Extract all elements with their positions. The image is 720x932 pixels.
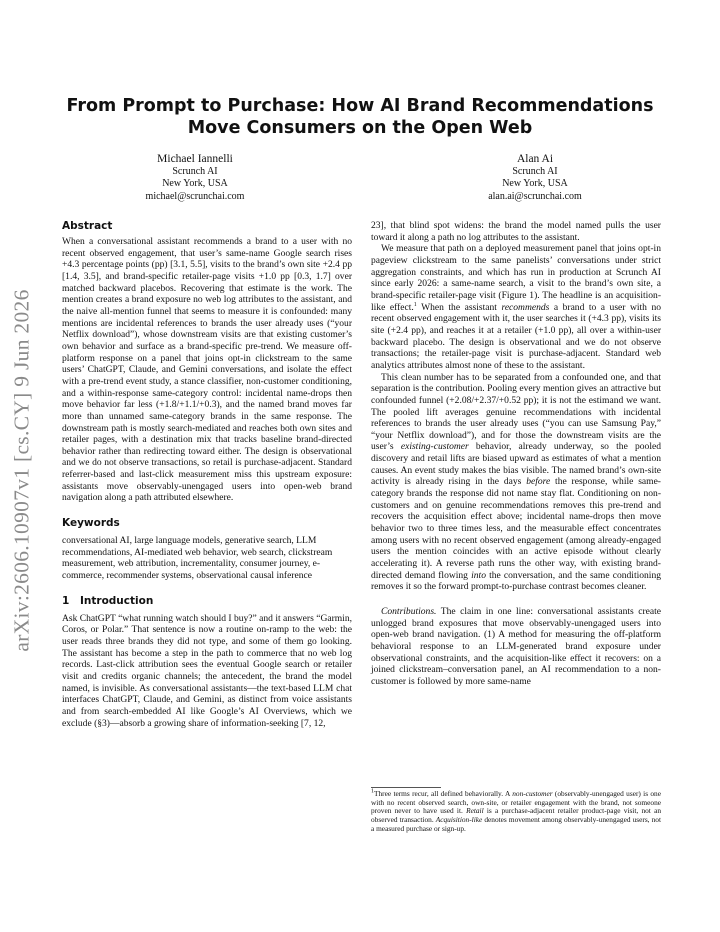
abstract-heading: Abstract: [62, 220, 113, 232]
title-line-1: From Prompt to Purchase: How AI Brand Recommendations: [66, 96, 654, 116]
text-run: is a purchase-adjacent retailer product-page visit, not an observed transaction.: [371, 806, 662, 825]
intro-paragraph: Ask ChatGPT “what running watch should I buy?” and it answers “Garmin, Coros, or Polar.” That sentence is now a routine on-ramp to the web: the user reads three brands they did not type, and some of them go looking. The assistant has become a step in the path to commerce that no web log records. Last-click attribution sees the eventual Google search or retailer visit and credits organic channels; the antecedent, the brand the model named, is invisible. As conversational assistants—the text-based LLM chat interfaces ChatGPT, Claude, and Gemini, as distinct from voice assistants and from search-embedded AI like Google’s AI Overviews, which we exclude (§3)—absorb a growing share of information-seeking [7, 12,: [62, 612, 352, 729]
left-column: [62, 220, 352, 729]
footnote-1: [371, 790, 661, 834]
text-run: behavior, already underway, so the pooled discovery and retail lifts are biased upward as estimates of what a mention causes. An event study makes the bias visible. The named brand’s own-site activity is already rising in the days: [371, 441, 661, 488]
text-run: (observably-unengaged user) is one with no recent observed search, own-site, or retailer engagement with the brand, not someone proven never to have used it.: [371, 789, 661, 816]
intro-paragraph-2: [371, 243, 661, 371]
arxiv-id-text: arXiv:2606.10907v1 [cs.CY] 9 Jun 2026: [9, 288, 34, 652]
paper-title: [60, 95, 660, 139]
author-location: New York, USA: [502, 178, 568, 190]
emphasis: recommends: [501, 301, 550, 313]
text-run: We measure that path on a deployed measurement panel that joins opt-in pageview clickstream to the same panelists’ conversations under strict aggregation constraints, and which has run in production at Scrunch AI since early 2026: a same-name search, a visit to the brand’s own site, a brand-specific retailer-page visit (Figure 1). The headline is an acquisition-like effect.: [371, 243, 661, 313]
emphasis: before: [526, 476, 551, 488]
text-run: denotes movement among observably-unengaged users, not a measured purchase or sign-up.: [371, 815, 661, 833]
author-name: Michael Iannelli: [157, 153, 233, 165]
emphasis: non-customer: [512, 789, 553, 798]
title-line-2: Move Consumers on the Open Web: [187, 118, 533, 138]
keywords-text: conversational AI, large language models, generative search, LLM recommendations, AI-mediated web behavior, web search, clickstream measurement, web attribution, incrementality, consumer journey, e-commerce, recommender systems, observational causal inference: [62, 535, 333, 582]
text-run: When the assistant: [416, 301, 502, 313]
author-email: alan.ai@scrunchai.com: [488, 190, 582, 202]
emphasis: Retail: [466, 806, 484, 816]
text-run: The claim in one line: conversational assistants create unlogged brand exposures that move observably-unengaged users into open-web brand navigation. (1) A method for measuring the off-platform behavioral response to an LLM-generated brand exposure under observational constraints, and the acquisition-like effect it recovers: on a joined clickstream–conversation panel, an AI recommendation to a non-customer is followed by more same-name: [371, 606, 661, 687]
section-heading-introduction: [62, 595, 352, 608]
author-2: [405, 152, 665, 203]
author-name: Alan Ai: [516, 153, 554, 165]
emphasis: Acquisition-like: [435, 815, 483, 825]
section-number: 1: [62, 594, 70, 607]
footnote-rule: [371, 787, 441, 788]
text-run: a brand to a user with no recent observed engagement with it, the user searches it (+4.3 pp), visits its site (+2.4 pp), and reaches it at a retailer (+1.0 pp), all over a within-user backward placebo. The design is observational and we do not observe transactions; the retailer-page visit is purchase-adjacent. Standard web analytics attributes almost none of these to the assistant.: [371, 301, 661, 371]
author-1: [65, 152, 325, 203]
section-title: Introduction: [80, 594, 154, 607]
author-email: michael@scrunchai.com: [145, 190, 245, 202]
keywords-heading: Keywords: [62, 517, 120, 530]
author-affiliation: Scrunch AI: [512, 166, 558, 177]
intro-paragraph-continued: 23], that blind spot widens: the brand the model named pulls the user toward it along a path no log attributes to the assistant.: [371, 220, 661, 243]
intro-paragraph-3: [371, 372, 661, 593]
footnote-mark: 1: [371, 788, 374, 795]
author-affiliation: Scrunch AI: [172, 166, 218, 177]
right-column: [371, 220, 661, 688]
text-run: Three terms recur, all defined behaviorally. A: [374, 789, 513, 798]
text-run: the conversation, and the same conditioning removes it so the forward prompt-to-purchase contrast becomes cleaner.: [371, 569, 661, 593]
arxiv-identifier: [2, 250, 42, 690]
emphasis: Contributions.: [381, 606, 437, 617]
footnote-ref[interactable]: 1: [413, 301, 417, 308]
abstract-text: When a conversational assistant recommends a brand to a user with no recent observed engagement, that user’s same-name Google search rises +4.3 percentage points (pp) [3.1, 5.5], visits to the brand’s own site +2.4 pp [1.4, 3.5], and brand-specific retailer-page visits +1.0 pp [0.3, 1.7] over matched backward placebos. Recovering that estimate is the work. The mention creates a brand exposure no web log attributes to the assistant, and the naive all-mention funnel that seems to measure it is confounded: many mentions are incidental references to brands the user already uses (“your Netflix download”), whose downstream visits are that existing customer’s own behavior and surface as a brand-specific pre-trend. We measure off-platform response on a panel that joins opt-in clickstream to the same users’ ChatGPT, Claude, and Gemini conversations, and isolate the effect with a pre-trend event study, a stance classifier, non-customer conditioning, and a within-response same-category control: incidental name-drops then move behavior far less (+1.8/+1.1/+0.3), and the named brand moves far more than unnamed same-category brands in the same response. The downstream path is mostly search-mediated and reaches both own sites and retailer pages, with a destination mix that tracks baseline brand-directed behavior rather than redirecting toward either. The design is observational and we do not observe transactions, so retail is purchase-adjacent. Standard referrer-based and last-click measurement miss this upstream exposure: assistants move observably-unengaged users into open-web brand navigation along a path attributed elsewhere.: [62, 236, 352, 504]
text-run: This clean number has to be separated from a confounded one, and that separation is the contribution. Pooling every mention gives an attractive but confounded funnel (+2.08/+2.37/+0.52 pp); it is not the estimand we want. The pooled lift averages genuine recommendations with incidental references to brands the user already uses (“you can use Samsung Pay,” “your Netflix download”), and for those the downstream visits are the user’s: [371, 371, 661, 453]
emphasis: existing-customer: [400, 441, 469, 453]
contributions-paragraph: [371, 606, 661, 688]
text-run: the response, while same-category brands the response did not name stay flat. Conditioning on non-customers and on genuine recommendations removes this pre-trend and recovers the acquisition effect above; incidental name-drops then move behavior two to three times less, and the measurable effect concentrates among users with no recent observed engagement (among already-engaged users the mention coincides with an active episode without clearly accelerating it). A reverse path runs the other way, with existing brand-directed demand flowing: [371, 476, 661, 581]
emphasis: into: [471, 569, 486, 581]
author-location: New York, USA: [162, 178, 228, 190]
